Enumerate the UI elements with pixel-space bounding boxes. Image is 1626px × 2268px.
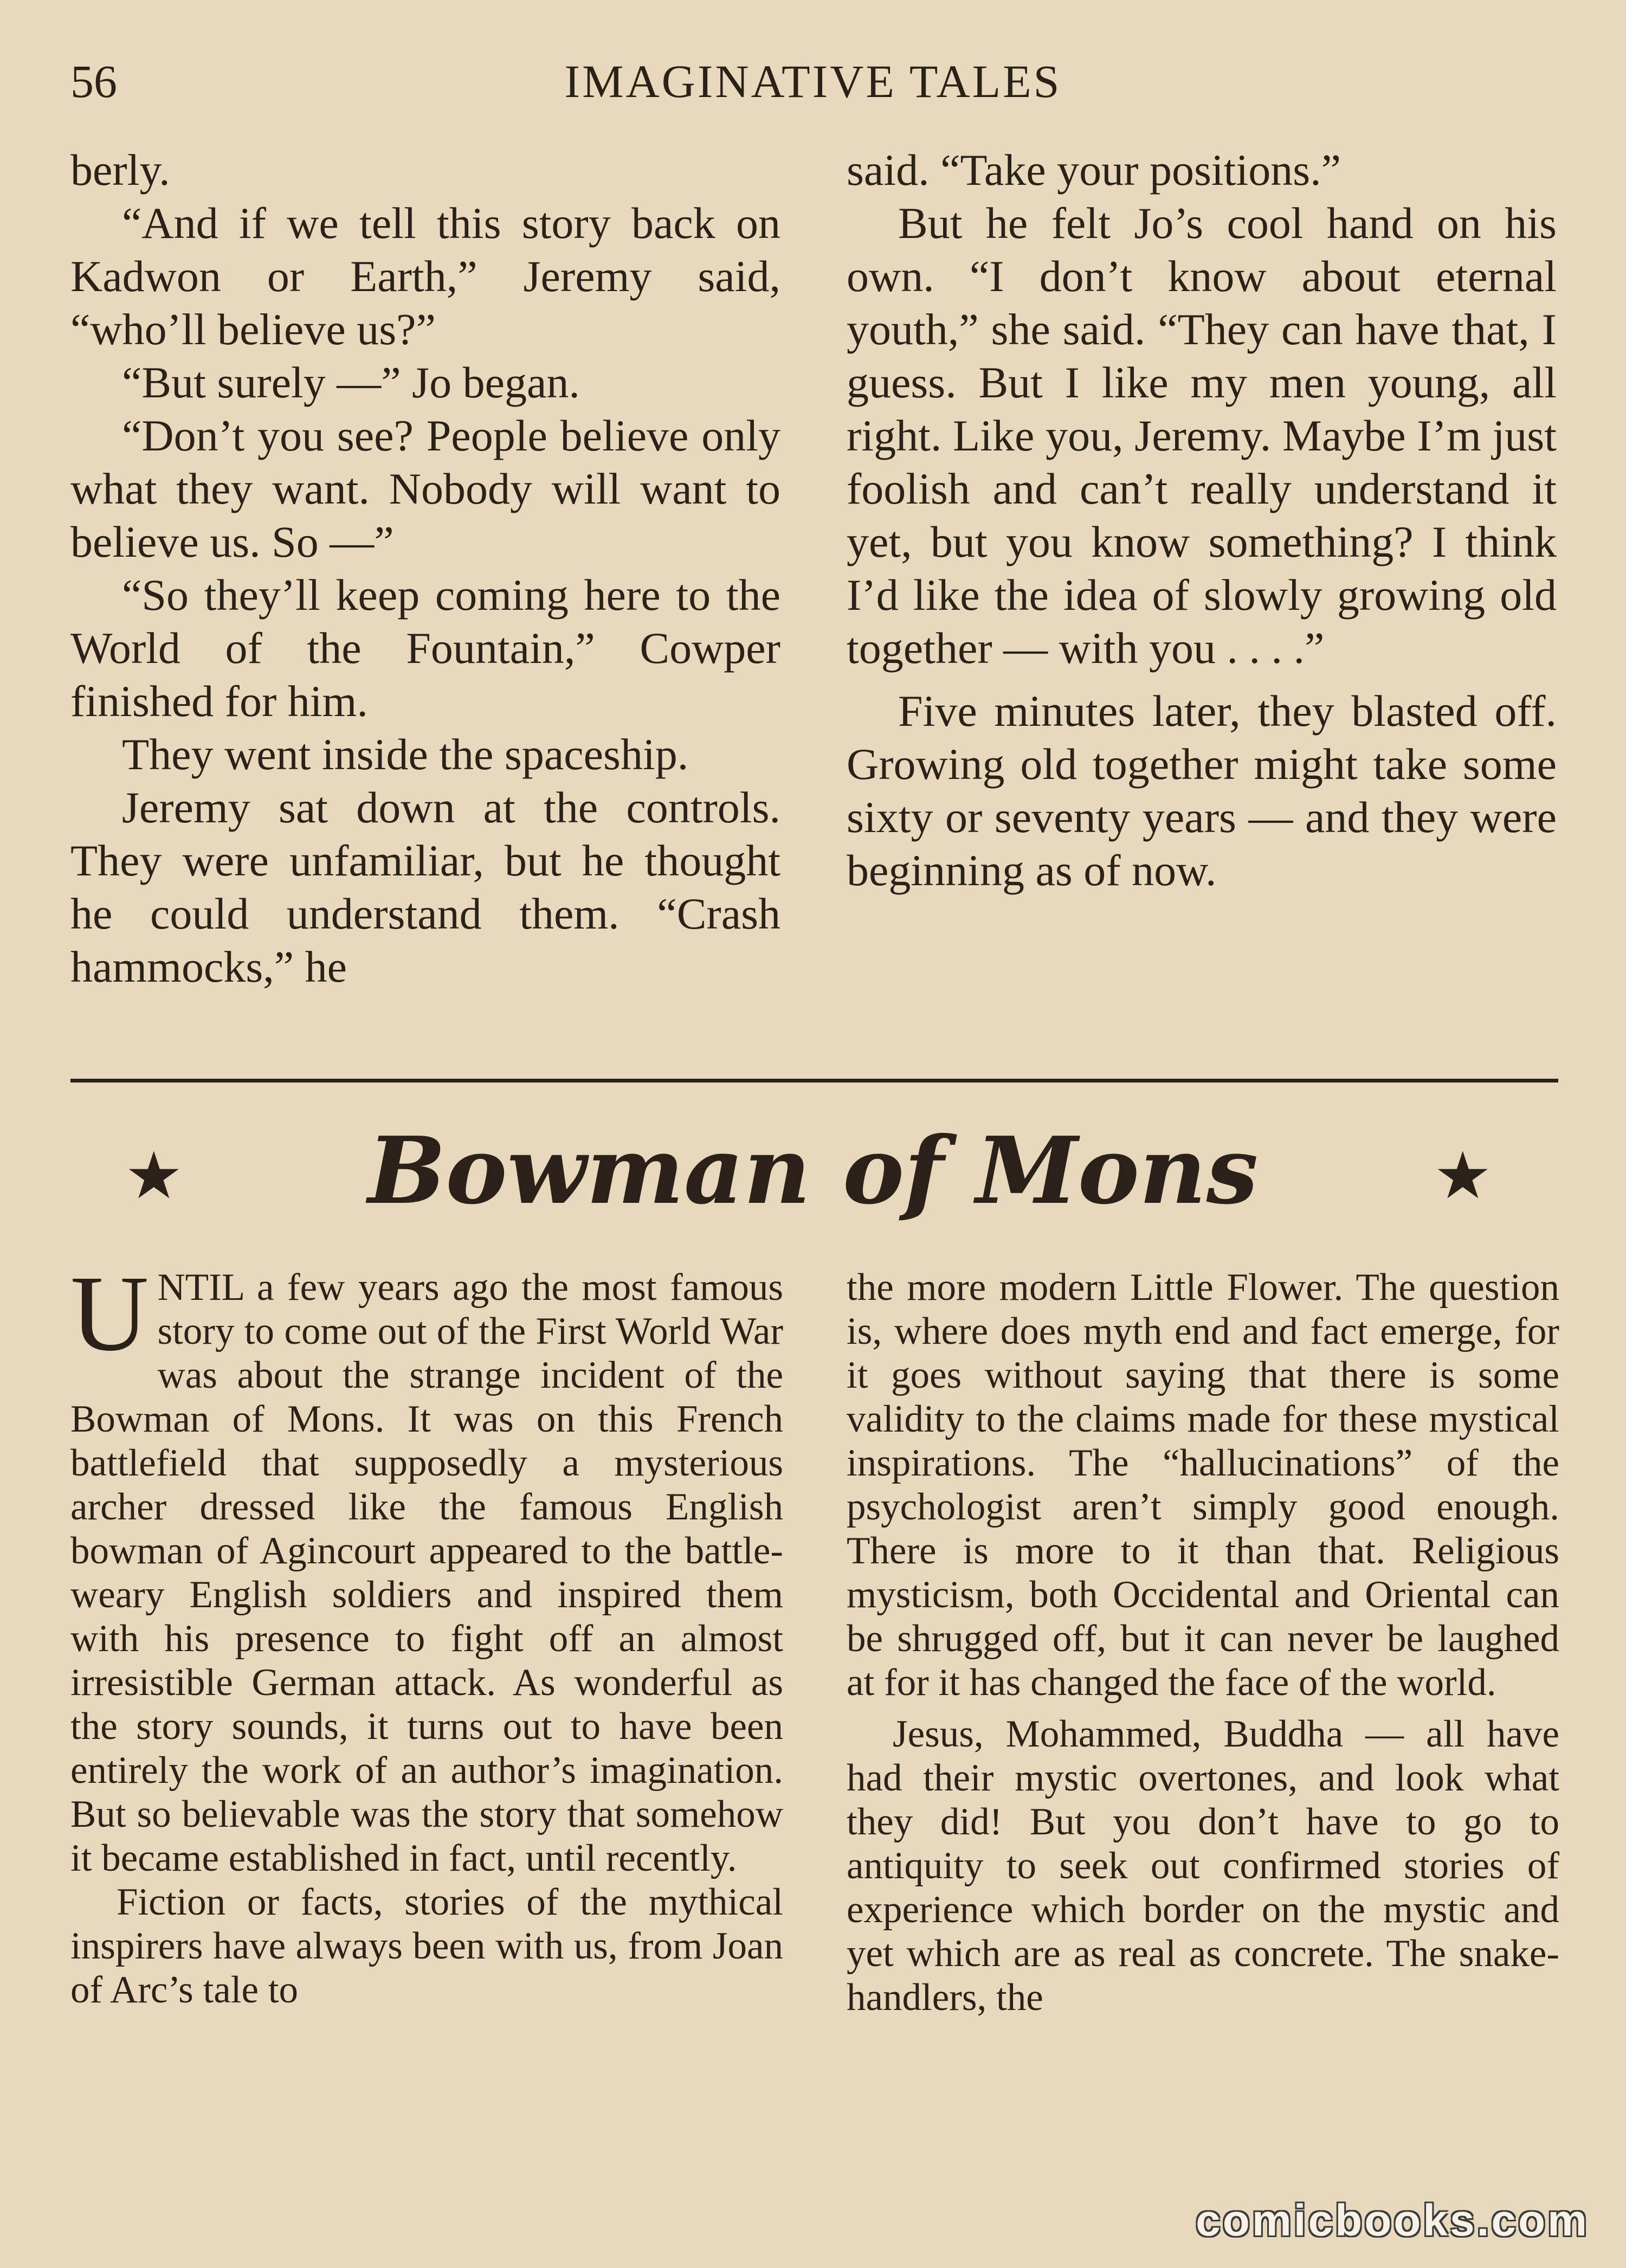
star-icon: ★: [1434, 1140, 1492, 1212]
paragraph: Fiction or facts, stories of the mythical inspirers have always been with us, from Joan of Arc’s tale to: [70, 1881, 783, 2011]
paragraph: berly.: [70, 145, 170, 195]
paragraph: But he felt Jo’s cool hand on his own. “I don’t know about eternal youth,” she said. “They can have that, I guess. But I like my men young, all right. Like you, Jeremy. Maybe I’m just foolish and can’t really understand it yet, but you know something? I think I’d like the idea of slowly growing old together — with you . . . .”: [847, 198, 1557, 673]
article-left-column: [70, 1254, 783, 2012]
paragraph: said. “Take your positions.”: [847, 145, 1341, 195]
paragraph: “But surely —” Jo began.: [122, 358, 580, 407]
paragraph: Five minutes later, they blasted off. Growing old together might take some sixty or seventy years — and they were beginning as of now.: [847, 686, 1557, 895]
paragraph-text: NTIL a few years ago the most famous story to come out of the First World War was about the strange incident of the Bowman of Mons. It was on this French battlefield that supposedly a mysterious archer dressed like the famous English bowman of Agincourt appeared to the battle-weary English soldiers and inspired them with his presence to fight off an almost irresistible German attack. As wonderful as the story sounds, it turns out to have been entirely the work of an author’s imagination. But so believable was the story that somehow it became established in fact, until recently.: [70, 1266, 783, 1879]
paragraph: “And if we tell this story back on Kadwon or Earth,” Jeremy said, “who’ll believe us?”: [70, 198, 780, 354]
section-divider: [70, 1079, 1558, 1083]
paragraph: Jeremy sat down at the controls. They were unfamiliar, but he thought he could understand them. “Crash hammocks,” he: [70, 783, 780, 991]
page-number: 56: [70, 55, 117, 107]
drop-cap: U: [70, 1254, 149, 1374]
paragraph: Jesus, Mohammed, Buddha — all have had their mystic overtones, and look what they did! But you don’t have to go to antiquity to seek out confirmed stories of experience which border on the mystic and yet which are as real as concrete. The snake-handlers, the: [847, 1713, 1559, 2019]
paragraph: the more modern Little Flower. The question is, where does myth end and fact emerge, for it goes without saying that there is some validity to the claims made for these mystical inspirations. The “hallucinations” of the psychologist aren’t simply good enough. There is more to it than that. Religious mysticism, both Occidental and Oriental can be shrugged off, but it can never be laughed at for it has changed the face of the world.: [847, 1266, 1559, 1704]
running-head: IMAGINATIVE TALES: [564, 55, 1062, 107]
story-left-column: [70, 144, 780, 994]
watermark: comicbooks.com: [1196, 2196, 1589, 2245]
article-right-column: [847, 1266, 1559, 2020]
story-right-column: [847, 144, 1557, 897]
paragraph: [70, 1254, 783, 1880]
star-icon: ★: [125, 1140, 183, 1212]
article-title: Bowman of Mons: [367, 1117, 1259, 1225]
paragraph: “Don’t you see? People believe only what they want. Nobody will want to believe us. So —”: [70, 411, 780, 566]
paragraph: They went inside the spaceship.: [122, 730, 689, 779]
paragraph: “So they’ll keep coming here to the World of the Fountain,” Cowper finished for him.: [70, 570, 780, 726]
page-header: [0, 54, 1626, 114]
